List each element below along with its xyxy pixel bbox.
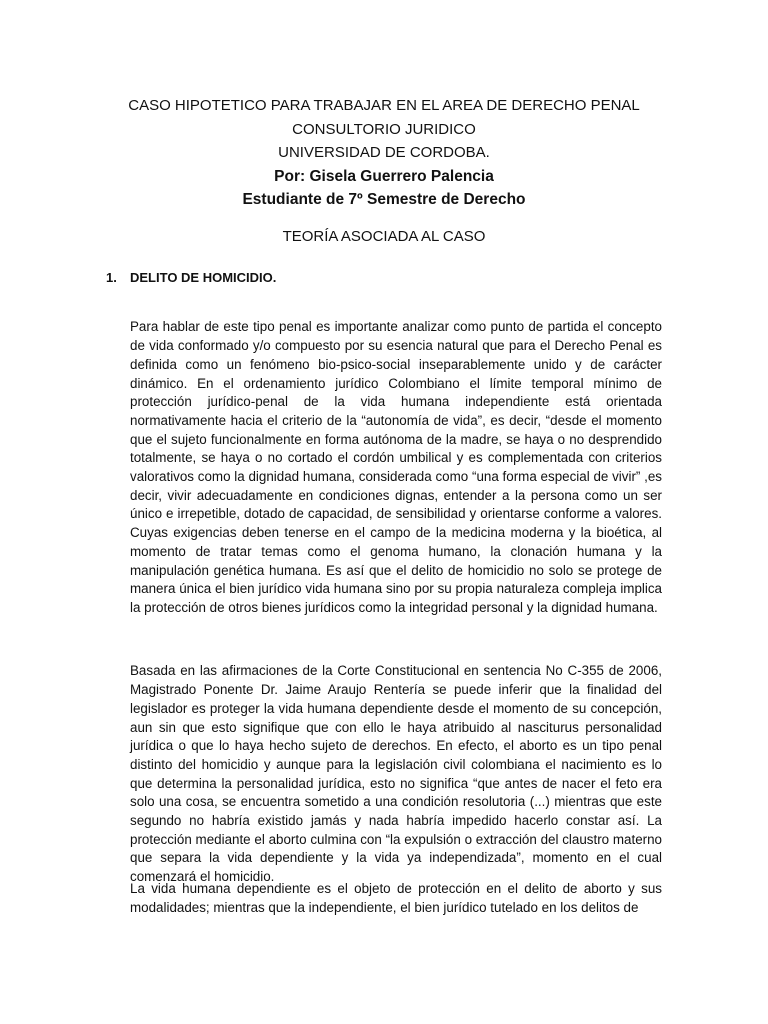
header-line-3: UNIVERSIDAD DE CORDOBA.: [278, 144, 490, 161]
header-author-role: Estudiante de 7º Semestre de Derecho: [242, 191, 526, 208]
document-header: [0, 94, 768, 212]
header-author: Por: Gisela Guerrero Palencia: [274, 167, 494, 185]
heading-text: DELITO DE HOMICIDIO.: [130, 270, 277, 285]
paragraph-3: La vida humana dependiente es el objeto de protección en el delito de aborto y sus modalidades; mientras que la independiente, el bien jurídico tutelado en los delitos de: [130, 881, 662, 916]
paragraph-1: Para hablar de este tipo penal es importante analizar como punto de partida el concepto de vida conformado y/o compuesto por su esencia natural que para el Derecho Penal es definida como un fenómeno bio-psico-social inseparablemente unido y de carácter dinámico. En el ordenamiento jurídico Colombiano el límite temporal mínimo de protección jurídico-penal de la vida humana independiente está orientada normativamente hacia el criterio de la “autonomía de vida”, es decir, “desde el momento que el sujeto funcionalmente en forma autónoma de la madre, se haya o no desprendido totalmente, se haya o no cortado el cordón umbilical y es complementada con criterios valorativos como la dignidad humana, considerada como “una forma especial de vivir” ,es decir, vivir adecuadamente en condiciones dignas, entender a la persona como un ser único e irrepetible, dotado de capacidad, de sensibilidad y orientarse conforme a valores. Cuyas exigencias deben tenerse en el campo de la medicina moderna y la bioética, al momento de tratar temas como el genoma humano, la clonación humana y la manipulación genética humana. Es así que el delito de homicidio no solo se protege de manera única el bien jurídico vida humana sino por su propia naturaleza compleja implica la protección de otros bienes jurídicos como la integridad personal y la dignidad humana.: [130, 319, 662, 615]
header-line-2: CONSULTORIO JURIDICO: [292, 120, 476, 138]
paragraph-2: Basada en las afirmaciones de la Corte Constitucional en sentencia No C-355 de 2006, Magistrado Ponente Dr. Jaime Araujo Rentería se puede inferir que la finalidad del legislador es proteger la vida humana dependiente desde el momento de su concepción, aun sin que esto signifique que con ello le haya atribuido al nasciturus personalidad jurídica o que lo haya hecho sujeto de derechos. En efecto, el aborto es un tipo penal distinto del homicidio y aunque para la legislación civil colombiana el nacimiento es lo que determina la personalidad jurídica, esto no significa “que antes de nacer el feto era solo una cosa, se encuentra sometido a una condición resolutoria (...) mientras que este segundo no habría existido jamás y nada habría impedido hacerlo constar así. La protección mediante el aborto culmina con “la expulsión o extracción del claustro materno que separa la vida dependiente y la vida ya independizada”, momento en el cual comenzará el homicidio.: [130, 663, 662, 885]
header-line-1: CASO HIPOTETICO PARA TRABAJAR EN EL AREA DE DERECHO PENAL: [128, 97, 640, 114]
section-heading: [106, 270, 276, 285]
heading-number: 1.: [106, 270, 117, 285]
section-title: TEORÍA ASOCIADA AL CASO: [282, 228, 486, 245]
